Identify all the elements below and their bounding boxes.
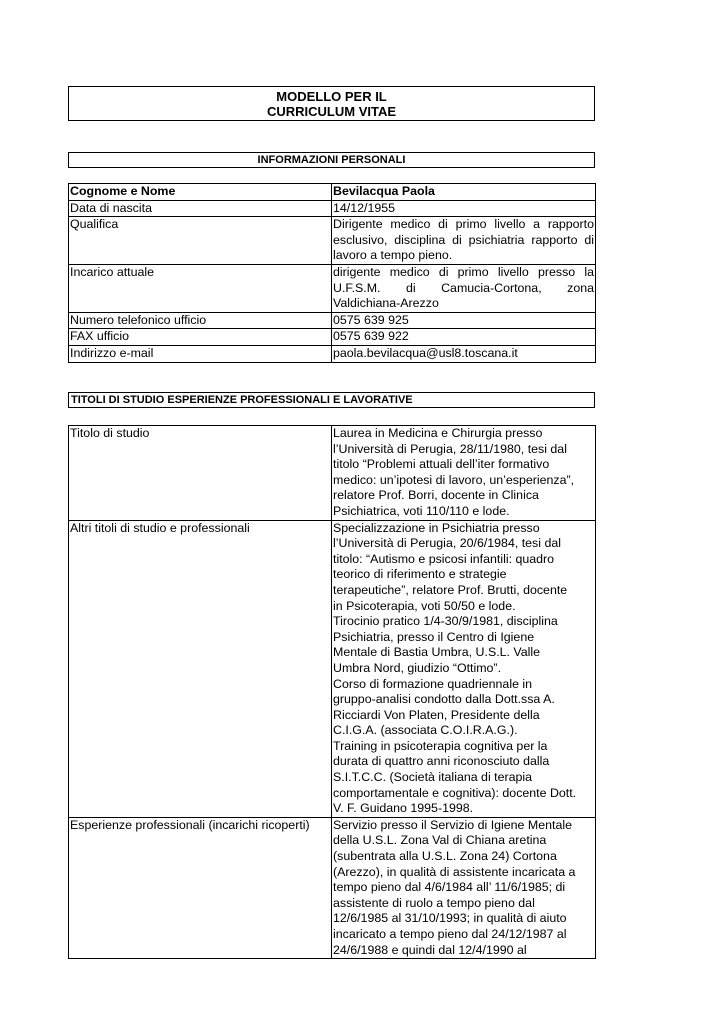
text-line: Ricciardi Von Platen, Presidente della [333,707,540,722]
qualification-label: Qualifica [69,217,332,265]
degree-label: Titolo di studio [69,426,332,521]
text-line: della U.S.L. Zona Val di Chiana aretina [333,833,547,848]
text-line: 12/6/1985 al 31/10/1993; in qualità di aiuto [333,911,567,926]
personal-info-table [68,183,596,363]
office-phone-value: 0575 639 925 [332,312,596,329]
text-line: Training in psicoterapia cognitiva per la [333,738,548,753]
text-line: Corso di formazione quadriennale in [333,676,533,691]
text-line: terapeutiche”, relatore Prof. Brutti, docente [333,582,568,597]
text-line: titolo “Problemi attuali dell’iter formativo [333,457,550,472]
office-fax-label: FAX ufficio [69,329,332,346]
text-line: in Psicoterapia, voti 50/50 e lode. [333,598,516,613]
other-titles-label: Altri titoli di studio e professionali [69,520,332,817]
text-line: Tirocinio pratico 1/4-30/9/1981, disciplina [333,614,558,629]
text-line: Dirigente medico di primo livello a rapporto [333,217,594,232]
text-line: assistente di ruolo a tempo pieno dal [333,895,535,910]
text-line: C.I.G.A. (associata C.O.I.R.A.G.). [333,723,518,738]
title-line-2: CURRICULUM VITAE [266,104,397,119]
text-line: lavoro a tempo pieno. [333,248,453,263]
text-line: dirigente medico di primo livello presso la [333,264,594,279]
degree-value [332,426,596,521]
document-title [68,86,595,121]
office-fax-value: 0575 639 922 [332,329,596,346]
birthdate-value: 14/12/1955 [332,200,596,217]
current-role-label: Incarico attuale [69,264,332,312]
text-line: esclusivo, disciplina di psichiatria rapporto di [333,232,594,247]
experience-label: Esperienze professionali (incarichi ricoperti) [69,817,332,958]
text-line: Psichiatrica, voti 110/110 e lode. [333,503,510,518]
text-line: comportamentale e cognitiva): docente Dott. [333,785,577,800]
table-row [69,817,596,958]
table-row [69,217,596,265]
text-line: (subentrata alla U.S.L. Zona 24) Cortona [333,849,557,864]
text-line: tempo pieno dal 4/6/1984 all’ 11/6/1985; di [333,880,566,895]
table-row [69,520,596,817]
table-row [69,329,596,346]
text-line: teorico di riferimento e strategie [333,567,507,582]
title-line-1: MODELLO PER IL [276,89,387,104]
name-label: Cognome e Nome [69,184,332,201]
office-phone-label: Numero telefonico ufficio [69,312,332,329]
table-row [69,264,596,312]
text-line: Specializzazione in Psichiatria presso [333,520,540,535]
text-line: Psichiatria, presso il Centro di Igiene [333,629,535,644]
text-line: V. F. Guidano 1995-1998. [333,801,474,816]
text-line: relatore Prof. Borri, docente in Clinica [333,488,539,503]
text-line: medico: un’ipotesi di lavoro, un’esperienza”, [333,472,575,487]
name-value: Bevilacqua Paola [332,184,596,201]
email-value: paola.bevilacqua@usl8.toscana.it [332,345,596,362]
table-row [69,312,596,329]
current-role-value [332,264,596,312]
section-personal-info-header: INFORMAZIONI PERSONALI [68,152,595,168]
text-line: 24/6/1988 e quindi dal 12/4/1990 al [333,942,527,957]
text-line: titolo: “Autismo e psicosi infantili: quadro [333,551,555,566]
text-line: Valdichiana-Arezzo [333,296,439,311]
other-titles-value [332,520,596,817]
section-studies-experience-header: TITOLI DI STUDIO ESPERIENZE PROFESSIONALI E LAVORATIVE [68,392,595,408]
text-line: l’Università di Perugia, 28/11/1980, tesi dal [333,441,567,456]
text-line: U.F.S.M. di Camucia-Cortona, zona [333,280,594,295]
text-line: (Arezzo), in qualità di assistente incaricata a [333,864,576,879]
experience-value [332,817,596,958]
table-row [69,200,596,217]
text-line: l’Università di Perugia, 20/6/1984, tesi dal [333,536,561,551]
table-row [69,184,596,201]
table-row [69,426,596,521]
birthdate-label: Data di nascita [69,200,332,217]
studies-table [68,425,596,959]
text-line: Mentale di Bastia Umbra, U.S.L. Valle [333,645,541,660]
text-line: incaricato a tempo pieno dal 24/12/1987 al [333,927,567,941]
text-line: gruppo-analisi condotto dalla Dott.ssa A. [333,692,555,707]
text-line: durata di quattro anni riconosciuto dalla [333,754,550,769]
text-line: Servizio presso il Servizio di Igiene Mentale [333,817,572,832]
email-label: Indirizzo e-mail [69,345,332,362]
text-line: Laurea in Medicina e Chirurgia presso [333,426,543,440]
table-row [69,345,596,362]
qualification-value [332,217,596,265]
text-line: Umbra Nord, giudizio “Ottimo”. [333,660,502,675]
text-line: S.I.T.C.C. (Società italiana di terapia [333,770,533,785]
